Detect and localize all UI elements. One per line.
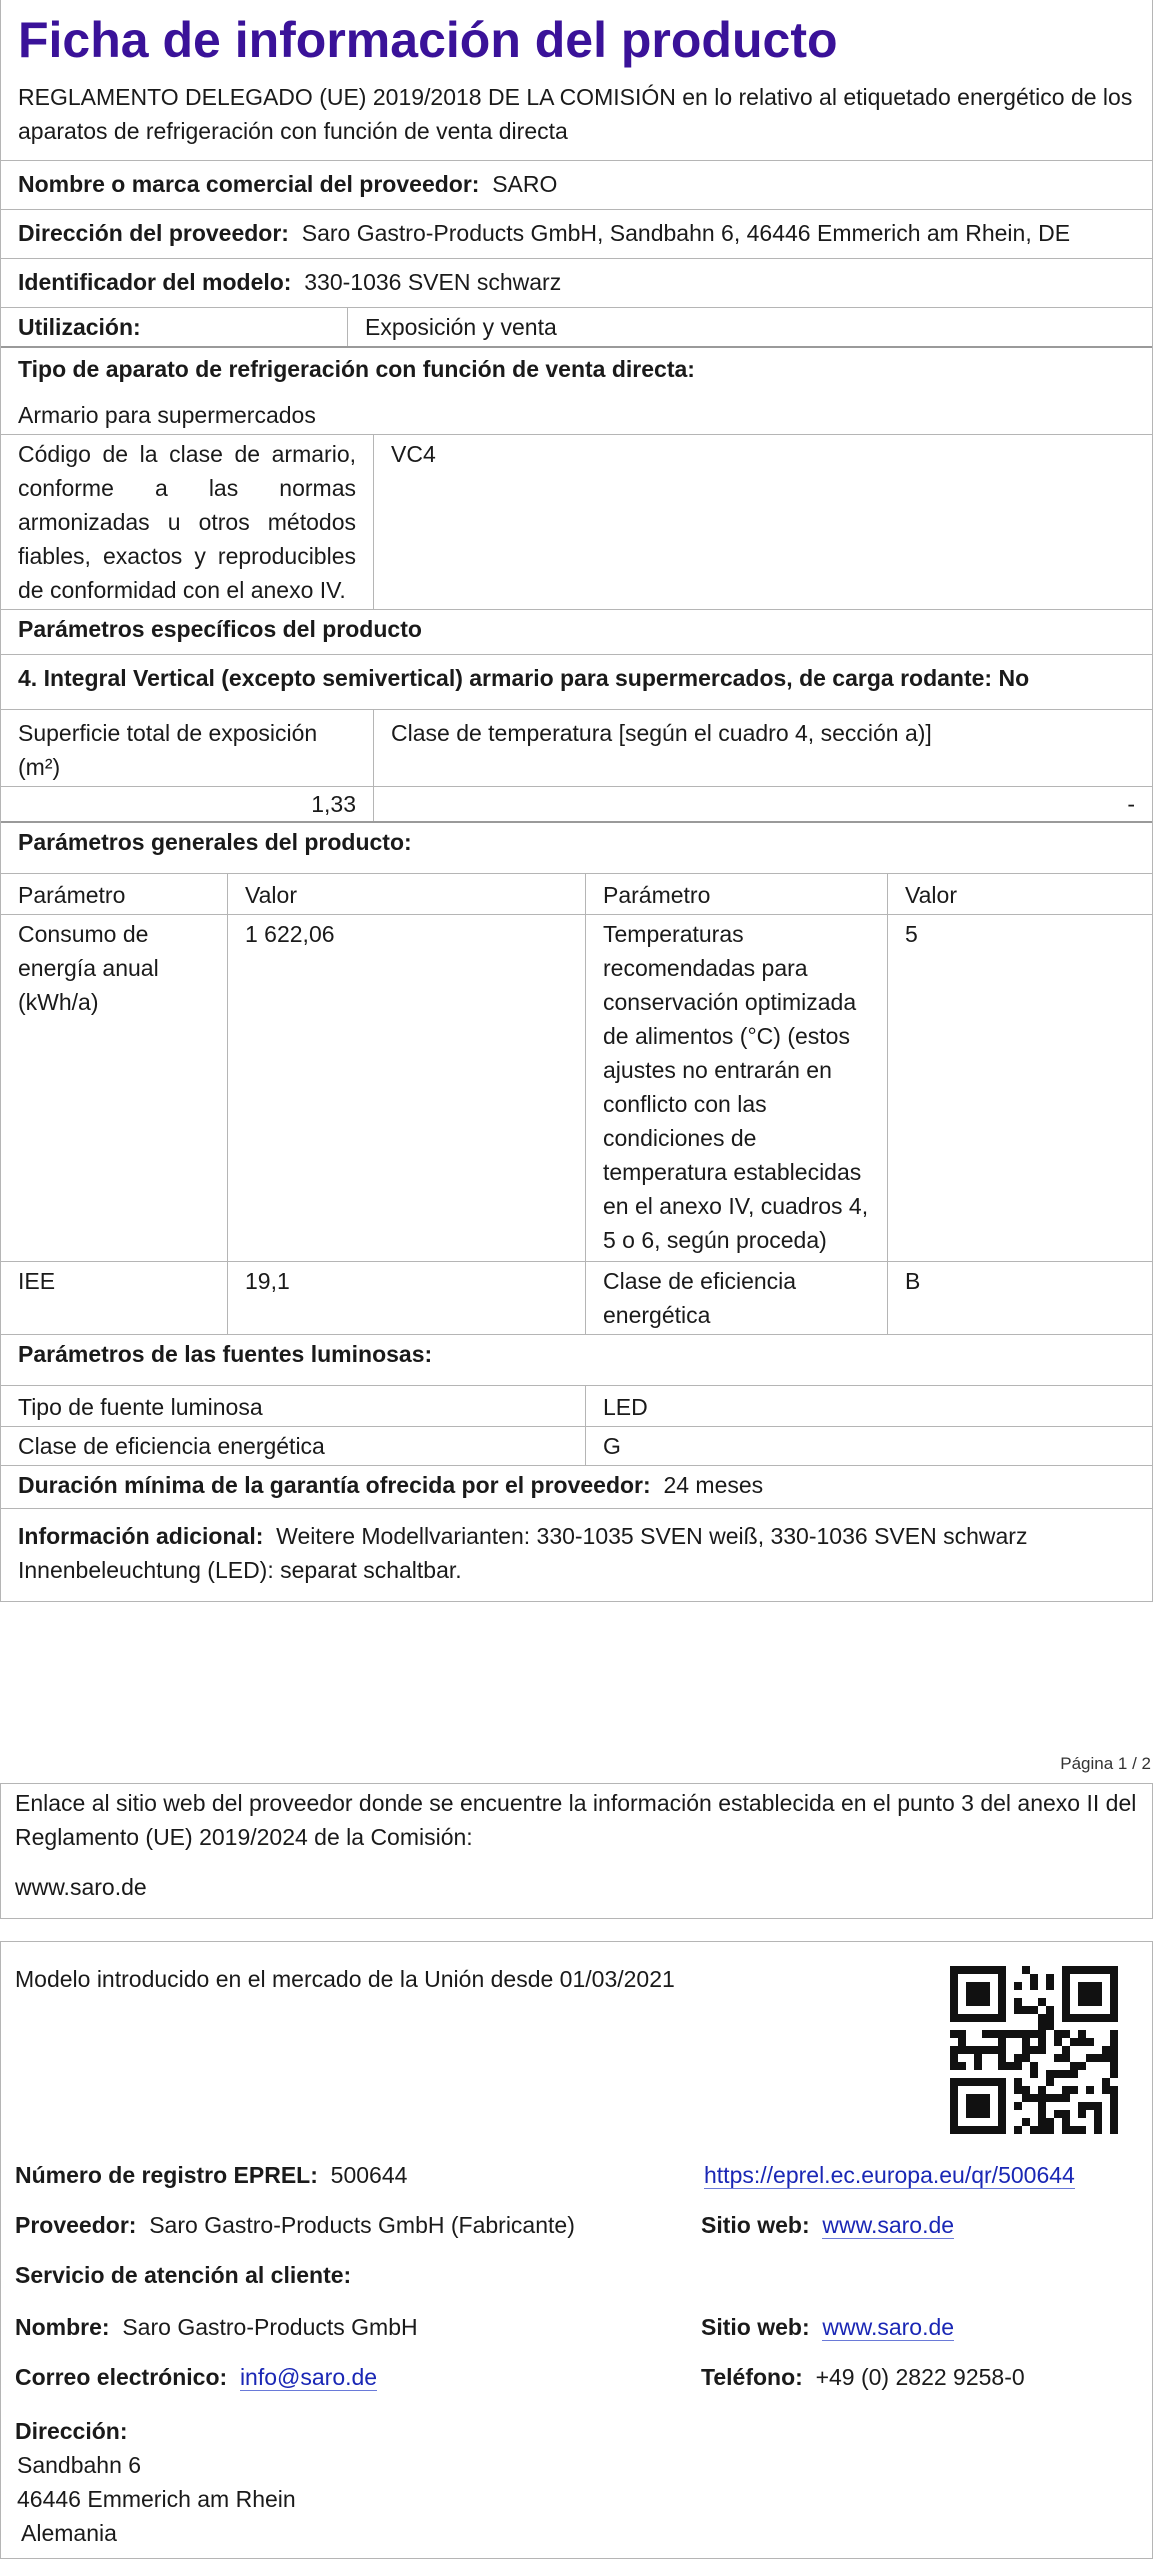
cabinet-class-row [1, 434, 1152, 609]
warranty-value: 24 meses [663, 1472, 764, 1498]
page-title: Ficha de información del producto [18, 12, 838, 68]
supplier-link-box [0, 1783, 1153, 1919]
eprel-reg-label: Número de registro EPREL: [15, 2162, 318, 2188]
usage-value: Exposición y venta [347, 308, 1152, 346]
general-params-heading: Parámetros generales del producto: [1, 821, 1152, 873]
supplier-address-value: Saro Gastro-Products GmbH, Sandbahn 6, 46446 Emmerich am Rhein, DE [301, 220, 1071, 246]
specific-params-heading: Parámetros específicos del producto [1, 609, 1152, 654]
usage-label: Utilización: [18, 314, 141, 340]
customer-service-heading: Servicio de atención al cliente: [15, 2262, 352, 2288]
phone-row [701, 2360, 1025, 2394]
regulation-subtitle: REGLAMENTO DELEGADO (UE) 2019/2018 DE LA COMISIÓN en lo relativo al etiquetado energético de los aparatos de refrigeración con función de venta directa [18, 84, 1133, 144]
service-name-label: Nombre: [15, 2314, 110, 2340]
address-line: 46446 Emmerich am Rhein [17, 2486, 296, 2512]
eprel-qr-code [950, 1966, 1118, 2134]
website-link[interactable]: www.saro.de [822, 2212, 955, 2238]
light-type-value: LED [585, 1386, 1152, 1426]
value-header-1: Valor [227, 874, 585, 914]
eprel-reg-value: 500644 [330, 2162, 408, 2188]
supplier-row [15, 2208, 575, 2242]
specific-params-subheading: 4. Integral Vertical (excepto semivertical) armario para supermercados, de carga rodante: No [1, 654, 1152, 709]
eei-value: 19,1 [227, 1262, 585, 1334]
warranty-row [1, 1465, 1152, 1508]
email-row [15, 2360, 377, 2394]
phone-value: +49 (0) 2822 9258-0 [815, 2364, 1025, 2390]
supplier-name-value: SARO [492, 171, 558, 197]
supplier-link-text: Enlace al sitio web del proveedor donde se encuentre la información establecida en el punto 3 del anexo II del Reglamento (UE) 2019/2024 de la Comisión: [15, 1790, 1137, 1850]
phone-label: Teléfono: [701, 2364, 803, 2390]
general-params-header-row [1, 873, 1152, 914]
supplier-value: Saro Gastro-Products GmbH (Fabricante) [149, 2212, 575, 2238]
light-row [1, 1426, 1152, 1465]
address-line: Sandbahn 6 [17, 2452, 142, 2478]
appliance-type-label: Tipo de aparato de refrigeración con función de venta directa: [1, 346, 1152, 392]
additional-info-value: Weitere Modellvarianten: 330-1035 SVEN weiß, 330-1036 SVEN schwarz Innenbeleuchtung (LED): separat schaltbar. [18, 1523, 1028, 1583]
supplier-address-row [1, 209, 1152, 258]
service-name-row [15, 2310, 418, 2344]
eei-label: IEE [18, 1268, 56, 1294]
cabinet-class-value: VC4 [373, 435, 1152, 609]
temperature-class-value: - [373, 787, 1152, 821]
recommended-temperature-label: Temperaturas recomendadas para conservación optimizada de alimentos (°C) (estos ajustes no entrarán en conflicto con las condiciones de temperatura establecidas en el anexo IV, cuadros 4, 5 o 6, según proceda) [585, 915, 887, 1261]
service-website-link[interactable]: www.saro.de [822, 2314, 955, 2340]
additional-info-row [1, 1508, 1152, 1601]
specific-params-values [1, 786, 1152, 821]
supplier-address-label: Dirección del proveedor: [18, 220, 289, 246]
service-website-row [701, 2310, 954, 2344]
recommended-temperature-value: 5 [887, 915, 1152, 1261]
light-class-label: Clase de eficiencia energética [18, 1433, 325, 1459]
additional-info-label: Información adicional: [18, 1523, 264, 1549]
appliance-type-value: Armario para supermercados [18, 402, 316, 428]
address-label: Dirección: [15, 2418, 128, 2444]
temperature-class-header: Clase de temperatura [según el cuadro 4, sección a)] [373, 710, 1152, 786]
eprel-qr-link[interactable]: https://eprel.ec.europa.eu/qr/500644 [704, 2162, 1075, 2188]
supplier-name-label: Nombre o marca comercial del proveedor: [18, 171, 480, 197]
warranty-label: Duración mínima de la garantía ofrecida por el proveedor: [18, 1472, 651, 1498]
supplier-label: Proveedor: [15, 2212, 137, 2238]
model-id-row [1, 258, 1152, 307]
light-type-label: Tipo de fuente luminosa [18, 1394, 263, 1420]
general-params-row [1, 914, 1152, 1261]
param-header-1: Parámetro [18, 882, 126, 908]
usage-row [1, 307, 1152, 346]
service-website-label: Sitio web: [701, 2314, 810, 2340]
energy-class-value: B [887, 1262, 1152, 1334]
email-link[interactable]: info@saro.de [239, 2364, 378, 2390]
address-line: Alemania [21, 2520, 117, 2546]
specific-params-header [1, 709, 1152, 786]
supplier-name-row [1, 160, 1152, 209]
cabinet-class-label: Código de la clase de armario, conforme a las normas armonizadas u otros métodos fiables, exactos y reproducibles de conformidad con el anexo IV. [18, 441, 356, 603]
light-params-heading: Parámetros de las fuentes luminosas: [1, 1334, 1152, 1385]
energy-consumption-label: Consumo de energía anual (kWh/a) [18, 921, 159, 1015]
eprel-registration [15, 2158, 407, 2192]
website-label: Sitio web: [701, 2212, 810, 2238]
display-area-value: 1,33 [311, 791, 356, 817]
service-name-value: Saro Gastro-Products GmbH [122, 2314, 418, 2340]
light-row [1, 1385, 1152, 1426]
page-number: Página 1 / 2 [1060, 1754, 1151, 1773]
supplier-link-url[interactable]: www.saro.de [15, 1874, 147, 1900]
eprel-link-wrap [704, 2158, 1075, 2192]
website-row [701, 2208, 954, 2242]
model-id-label: Identificador del modelo: [18, 269, 292, 295]
light-class-value: G [585, 1427, 1152, 1465]
energy-consumption-value: 1 622,06 [227, 915, 585, 1261]
energy-class-label: Clase de eficiencia energética [585, 1262, 887, 1334]
value-header-2: Valor [887, 874, 1152, 914]
display-area-header: Superficie total de exposición (m²) [18, 720, 318, 780]
email-label: Correo electrónico: [15, 2364, 228, 2390]
param-header-2: Parámetro [585, 874, 887, 914]
market-intro: Modelo introducido en el mercado de la Unión desde 01/03/2021 [15, 1966, 675, 1992]
general-params-row [1, 1261, 1152, 1334]
model-id-value: 330-1036 SVEN schwarz [304, 269, 562, 295]
